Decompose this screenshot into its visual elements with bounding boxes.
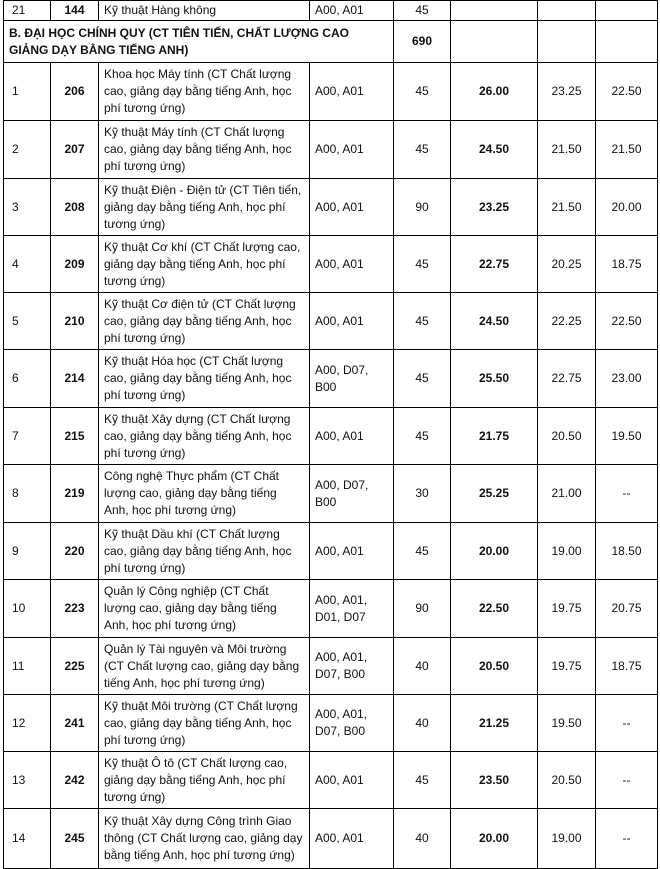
score-previous: 23.25 xyxy=(538,63,596,121)
program-name: Kỹ thuật Môi trường (CT Chất lượng cao, giảng dạy bằng tiếng Anh, học phí tương ứng) xyxy=(99,695,310,752)
program-code: 215 xyxy=(51,408,99,465)
quota: 45 xyxy=(394,752,451,809)
quota: 45 xyxy=(394,523,451,580)
row-number: 4 xyxy=(4,236,51,293)
program-name: Kỹ thuật Điện - Điện tử (CT Tiên tiến, giảng dạy bằng tiếng Anh, học phí tương ứng) xyxy=(99,179,310,236)
score-previous: 20.50 xyxy=(538,408,596,465)
quota: 40 xyxy=(394,695,451,752)
exam-blocks: A00, D07, B00 xyxy=(310,350,394,408)
program-code: 214 xyxy=(51,350,99,408)
score-earlier: 18.75 xyxy=(596,236,658,293)
table-row xyxy=(4,638,658,695)
program-name: Quản lý Công nghiệp (CT Chất lượng cao, giảng dạy bằng tiếng Anh, học phí tương ứng) xyxy=(99,580,310,638)
score-earlier: 18.75 xyxy=(596,638,658,695)
score-latest: 21.25 xyxy=(451,695,538,752)
score-previous: 22.25 xyxy=(538,293,596,350)
program-name: Kỹ thuật Ô tô (CT Chất lượng cao, giảng dạy bằng tiếng Anh, học phí tương ứng) xyxy=(99,752,310,809)
score-previous: 20.50 xyxy=(538,752,596,809)
row-number: 7 xyxy=(4,408,51,465)
section-total: 690 xyxy=(394,21,451,63)
program-code: 209 xyxy=(51,236,99,293)
quota: 40 xyxy=(394,809,451,869)
score-latest: 20.50 xyxy=(451,638,538,695)
program-code: 225 xyxy=(51,638,99,695)
program-name: Kỹ thuật Xây dựng Công trình Giao thông (CT Chất lượng cao, giảng dạy bằng tiếng Anh, học phí tương ứng) xyxy=(99,809,310,869)
score-previous: 21.50 xyxy=(538,179,596,236)
score-earlier: -- xyxy=(596,465,658,523)
program-name: Kỹ thuật Cơ khí (CT Chất lượng cao, giảng dạy bằng tiếng Anh, học phí tương ứng) xyxy=(99,236,310,293)
program-code: 219 xyxy=(51,465,99,523)
score-earlier: 23.00 xyxy=(596,350,658,408)
exam-blocks: A00, A01 xyxy=(310,752,394,809)
exam-blocks: A00, A01 xyxy=(310,179,394,236)
table-row xyxy=(4,695,658,752)
exam-blocks: A00, A01 xyxy=(310,121,394,179)
row-number: 14 xyxy=(4,809,51,869)
row-number: 3 xyxy=(4,179,51,236)
row-number: 13 xyxy=(4,752,51,809)
table-row xyxy=(4,350,658,408)
quota: 45 xyxy=(394,350,451,408)
quota: 40 xyxy=(394,638,451,695)
score-previous: 22.75 xyxy=(538,350,596,408)
program-name: Quản lý Tài nguyên và Môi trường (CT Chất lượng cao, giảng dạy bằng tiếng Anh, học phí tương ứng) xyxy=(99,638,310,695)
row-number: 11 xyxy=(4,638,51,695)
score-previous: 20.25 xyxy=(538,236,596,293)
program-code: 144 xyxy=(51,1,99,21)
score-previous: 19.00 xyxy=(538,523,596,580)
admission-score-table xyxy=(3,0,658,869)
row-number: 5 xyxy=(4,293,51,350)
score-earlier: 22.50 xyxy=(596,293,658,350)
score-latest: 20.00 xyxy=(451,523,538,580)
row-number: 21 xyxy=(4,1,51,21)
quota: 45 xyxy=(394,1,451,21)
exam-blocks: A00, A01 xyxy=(310,63,394,121)
table-row xyxy=(4,809,658,869)
row-number: 12 xyxy=(4,695,51,752)
score-previous: 21.00 xyxy=(538,465,596,523)
row-number: 9 xyxy=(4,523,51,580)
program-name: Kỹ thuật Xây dựng (CT Chất lượng cao, giảng dạy bằng tiếng Anh, học phí tương ứng) xyxy=(99,408,310,465)
quota: 45 xyxy=(394,121,451,179)
score-earlier: -- xyxy=(596,695,658,752)
program-name: Kỹ thuật Hàng không xyxy=(99,1,310,21)
score-latest: 22.75 xyxy=(451,236,538,293)
table-row xyxy=(4,752,658,809)
score-latest: 25.50 xyxy=(451,350,538,408)
score-earlier: 18.50 xyxy=(596,523,658,580)
table-row xyxy=(4,408,658,465)
program-name: Kỹ thuật Hóa học (CT Chất lượng cao, giảng dạy bằng tiếng Anh, học phí tương ứng) xyxy=(99,350,310,408)
row-number: 10 xyxy=(4,580,51,638)
exam-blocks: A00, A01 xyxy=(310,408,394,465)
table-row xyxy=(4,1,658,21)
quota: 90 xyxy=(394,580,451,638)
score-previous: 19.50 xyxy=(538,695,596,752)
program-name: Kỹ thuật Máy tính (CT Chất lượng cao, giảng dạy bằng tiếng Anh, học phí tương ứng) xyxy=(99,121,310,179)
quota: 45 xyxy=(394,63,451,121)
program-code: 210 xyxy=(51,293,99,350)
quota: 45 xyxy=(394,293,451,350)
program-name: Kỹ thuật Dầu khí (CT Chất lượng cao, giảng dạy bằng tiếng Anh, học phí tương ứng) xyxy=(99,523,310,580)
score-earlier: 19.50 xyxy=(596,408,658,465)
score-latest: 20.00 xyxy=(451,809,538,869)
score-cell xyxy=(538,1,596,21)
exam-blocks: A00, A01 xyxy=(310,809,394,869)
score-cell xyxy=(451,21,538,63)
program-code: 207 xyxy=(51,121,99,179)
section-title: B. ĐẠI HỌC CHÍNH QUY (CT TIÊN TIẾN, CHẤT LƯỢNG CAO GIẢNG DẠY BẰNG TIẾNG ANH) xyxy=(4,21,394,63)
quota: 30 xyxy=(394,465,451,523)
score-earlier: 20.00 xyxy=(596,179,658,236)
exam-blocks: A00, A01 xyxy=(310,523,394,580)
quota: 45 xyxy=(394,236,451,293)
program-code: 241 xyxy=(51,695,99,752)
score-latest: 23.25 xyxy=(451,179,538,236)
program-code: 220 xyxy=(51,523,99,580)
score-earlier: 20.75 xyxy=(596,580,658,638)
table-row xyxy=(4,465,658,523)
score-cell xyxy=(451,1,538,21)
score-earlier: -- xyxy=(596,809,658,869)
score-cell xyxy=(538,21,596,63)
exam-blocks: A00, A01 xyxy=(310,236,394,293)
score-earlier: 21.50 xyxy=(596,121,658,179)
quota: 45 xyxy=(394,408,451,465)
score-latest: 21.75 xyxy=(451,408,538,465)
program-name: Kỹ thuật Cơ điện tử (CT Chất lượng cao, giảng dạy bằng tiếng Anh, học phí tương ứng) xyxy=(99,293,310,350)
exam-blocks: A00, A01, D07, B00 xyxy=(310,695,394,752)
program-code: 223 xyxy=(51,580,99,638)
score-latest: 26.00 xyxy=(451,63,538,121)
program-code: 245 xyxy=(51,809,99,869)
table-row xyxy=(4,121,658,179)
score-previous: 21.50 xyxy=(538,121,596,179)
table-row xyxy=(4,179,658,236)
program-name: Khoa học Máy tính (CT Chất lượng cao, giảng dạy bằng tiếng Anh, học phí tương ứng) xyxy=(99,63,310,121)
exam-blocks: A00, A01 xyxy=(310,1,394,21)
exam-blocks: A00, D07, B00 xyxy=(310,465,394,523)
table-row xyxy=(4,236,658,293)
score-cell xyxy=(596,1,658,21)
program-code: 208 xyxy=(51,179,99,236)
row-number: 6 xyxy=(4,350,51,408)
row-number: 8 xyxy=(4,465,51,523)
program-code: 206 xyxy=(51,63,99,121)
exam-blocks: A00, A01, D01, D07 xyxy=(310,580,394,638)
table-row xyxy=(4,293,658,350)
score-cell xyxy=(596,21,658,63)
row-number: 2 xyxy=(4,121,51,179)
section-header-row xyxy=(4,21,658,63)
table-row xyxy=(4,523,658,580)
score-previous: 19.75 xyxy=(538,580,596,638)
score-latest: 24.50 xyxy=(451,121,538,179)
exam-blocks: A00, A01, D07, B00 xyxy=(310,638,394,695)
score-earlier: 22.50 xyxy=(596,63,658,121)
score-latest: 23.50 xyxy=(451,752,538,809)
score-latest: 24.50 xyxy=(451,293,538,350)
row-number: 1 xyxy=(4,63,51,121)
score-previous: 19.75 xyxy=(538,638,596,695)
table-row xyxy=(4,580,658,638)
program-name: Công nghệ Thực phẩm (CT Chất lượng cao, giảng dạy bằng tiếng Anh, học phí tương ứng) xyxy=(99,465,310,523)
table-row xyxy=(4,63,658,121)
quota: 90 xyxy=(394,179,451,236)
score-previous: 19.00 xyxy=(538,809,596,869)
program-code: 242 xyxy=(51,752,99,809)
score-latest: 22.50 xyxy=(451,580,538,638)
score-latest: 25.25 xyxy=(451,465,538,523)
score-earlier: -- xyxy=(596,752,658,809)
exam-blocks: A00, A01 xyxy=(310,293,394,350)
